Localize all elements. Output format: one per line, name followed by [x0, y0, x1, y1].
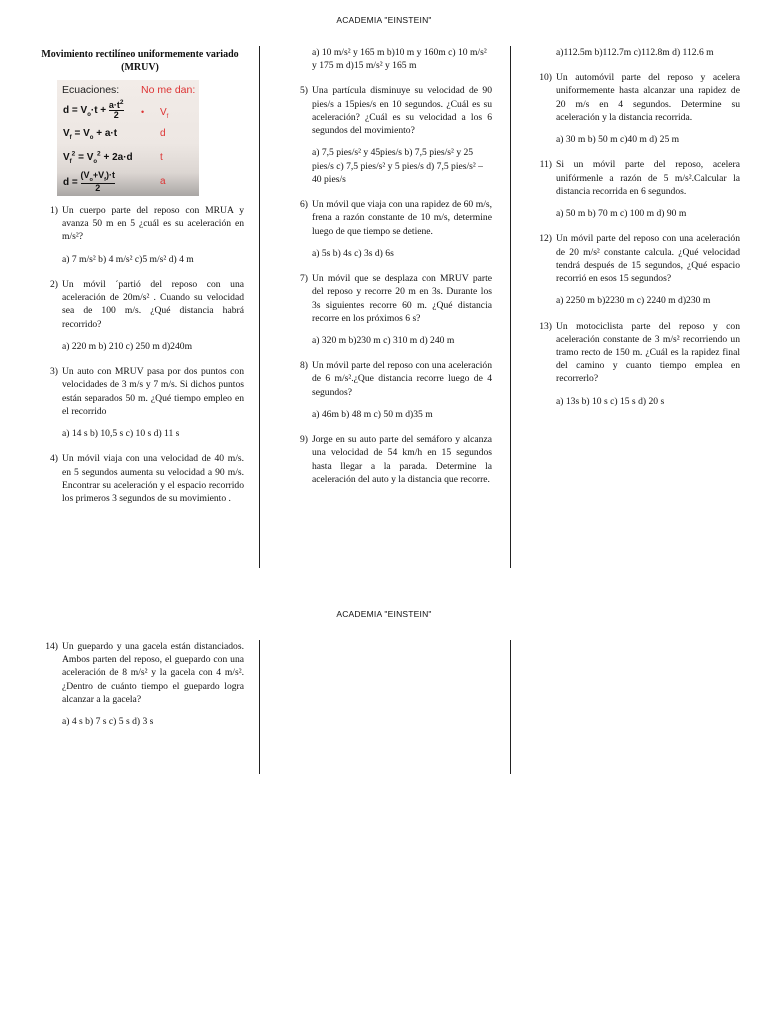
column-1: [36, 46, 244, 505]
answer-options: a) 7,5 pies/s² y 45pies/s b) 7,5 pies/s² y 25 pies/s c) 7,5 pies/s² y 5 pies/s d) 7,5 pies/s² – 40 pies/s: [312, 147, 483, 185]
answer-options: a) 14 s b) 10,5 s c) 10 s d) 11 s: [62, 428, 180, 440]
question-number: 11): [539, 159, 552, 171]
question-4: [36, 452, 244, 505]
question-number: 4): [50, 453, 58, 465]
arrow-icon: •: [141, 107, 145, 117]
question-11: [530, 158, 740, 198]
answer-options: a) 46m b) 48 m c) 50 m d)35 m: [312, 408, 433, 420]
question-number: 14): [45, 641, 58, 652]
question-number: 9): [300, 434, 308, 446]
answer-options: a) 10 m/s² y 165 m b)10 m y 160m c) 10 m/s² y 175 m d)15 m/s² y 165 m: [312, 47, 487, 72]
missing-var-2: d: [160, 128, 166, 139]
question-text: Un móvil que se desplaza con MRUV parte del reposo y recorre 20 m en 3s. Durante los 3s siguientes recorre 60 m. ¿Qué distancia recorre en los próximos 6 s?: [312, 273, 492, 324]
answer-options: a)112.5m b)112.7m c)112.8m d) 112.6 m: [556, 47, 714, 58]
worksheet-title: [36, 48, 244, 74]
answer-options: a) 50 m b) 70 m c) 100 m d) 90 m: [556, 208, 687, 220]
page-header: ACADEMIA "EINSTEIN": [336, 15, 432, 25]
question-text: Jorge en su auto parte del semáforo y alcanza una velocidad de 54 km/h en 15 segundos hasta llegar a la parada. Determine la aceleración del auto y la distancia que recorre.: [312, 434, 492, 485]
column-2: [286, 46, 492, 486]
question-1: [36, 204, 244, 244]
answer-options: a) 2250 m b)2230 m c) 2240 m d)230 m: [556, 295, 711, 307]
question-number: 2): [50, 278, 58, 290]
question-text: Un móvil que viaja con una rapidez de 60 m/s, frena a razón constante de 10 m/s, determine luego de que tiempo se detiene.: [312, 199, 492, 237]
equation-4: d = $\frac{(V_o+V_f)\cdot t}{2}$: [63, 170, 115, 194]
answer-options: a) 5s b) 4s c) 3s d) 6s: [312, 247, 394, 259]
question-number: 8): [300, 360, 308, 372]
question-text: Un guepardo y una gacela están distanciados. Ambos parten del reposo, el guepardo con una aceleración de 8 m/s² y la gacela con 4 m/s².¿Dentro de cuánto tiempo el guepardo logra alcanzar a la gacela?: [62, 641, 244, 705]
column-3: [530, 46, 740, 420]
question-number: 6): [300, 199, 308, 211]
page-header-2: ACADEMIA "EINSTEIN": [336, 609, 432, 619]
question-text: Un móvil viaja con una velocidad de 40 m/s. en 5 segundos aumenta su velocidad a 90 m/s. Encontrar su aceleración y el espacio recorrido los primeros 3 segundos de su movimiento .: [62, 453, 244, 504]
column-divider: [510, 46, 511, 568]
title-line-1: Movimiento rectilíneo uniformemente variado: [41, 49, 239, 60]
question-13: [530, 320, 740, 386]
question-8: [286, 359, 492, 399]
column-1-page-2: [36, 640, 244, 740]
question-text: Un móvil ´partió del reposo con una aceleración de 20m/s² . Cuando su velocidad sea de 100 m/s. ¿Qué distancia habrá recorrido?: [62, 278, 244, 330]
question-number: 3): [50, 366, 58, 378]
question-text: Un móvil parte del reposo con una aceleración de 6 m/s².¿Que distancia recorre luego de 4 segundos?: [312, 360, 492, 398]
answer-options: a) 7 m/s² b) 4 m/s² c)5 m/s² d) 4 m: [62, 253, 194, 265]
question-text: Un móvil parte del reposo con una aceleración de 20 m/s² constante calcula. ¿Qué velocidad tendrá después de 15 segundos, ¿Qué espacio recorrió en esos 15 segundos?: [556, 233, 740, 285]
question-number: 7): [300, 273, 308, 285]
question-text: Un cuerpo parte del reposo con MRUA y avanza 50 m en 5 ¿cuál es su aceleración en m/s²?: [62, 205, 244, 243]
answer-options: a) 13s b) 10 s c) 15 s d) 20 s: [556, 395, 665, 407]
answer-options: a) 30 m b) 50 m c)40 m d) 25 m: [556, 134, 680, 146]
given-heading: No me dan:: [141, 84, 196, 96]
question-14: [36, 640, 244, 706]
equation-3: $V_f^2 = V_o^2 + 2a\cdot d$: [63, 150, 133, 165]
equation-2: $V_f = V_o + a\cdot t$: [63, 128, 118, 141]
question-7: [286, 272, 492, 325]
missing-var-4: a: [160, 176, 166, 187]
question-9: [286, 433, 492, 486]
column-divider: [259, 640, 260, 774]
question-2: [36, 278, 244, 331]
column-divider: [259, 46, 260, 568]
missing-var-1: $V_f$: [160, 107, 169, 120]
question-text: Un auto con MRUV pasa por dos puntos con velocidades de 3 m/s y 7 m/s. Si dichos puntos están separados 50 m. ¿Qué tiempo empleo en el recorrido: [62, 366, 244, 417]
column-divider: [510, 640, 511, 774]
question-number: 13): [539, 320, 552, 332]
question-number: 12): [539, 233, 552, 245]
answer-options: a) 220 m b) 210 c) 250 m d)240m: [62, 340, 193, 352]
question-6: [286, 198, 492, 238]
answer-options: a) 4 s b) 7 s c) 5 s d) 3 s: [62, 716, 154, 728]
equations-heading: Ecuaciones:: [62, 84, 120, 96]
equations-image: [57, 80, 199, 196]
question-number: 10): [539, 72, 552, 84]
answer-options: a) 320 m b)230 m c) 310 m d) 240 m: [312, 334, 455, 346]
question-text: Una partícula disminuye su velocidad de 90 pies/s a 15pies/s en 10 segundos. ¿Cuál es su aceleración? ¿Cuál es su velocidad a los 6 segundos del movimiento?: [312, 85, 492, 137]
question-text: Si un móvil parte del reposo, acelera unifórmenle a razón de 5 m/s².Calcular la distancia recorrida en 6 segundos.: [556, 159, 740, 197]
title-line-2: (MRUV): [121, 62, 159, 73]
missing-var-3: t: [160, 152, 163, 163]
question-text: Un automóvil parte del reposo y acelera uniformemente hasta alcanzar una rapidez de 20 m/s en 4 segundos. Determine su aceleración y la distancia recorrida.: [556, 72, 740, 123]
question-5: [286, 84, 492, 137]
equation-1: $d = V_o\cdot t$ + $\frac{a\cdot t^2}{2}$: [63, 99, 124, 120]
question-3: [36, 365, 244, 418]
question-number: 5): [300, 85, 308, 97]
question-text: Un motociclista parte del reposo y con aceleración constante de 3 m/s² recorriendo un tramo recto de 150 m. ¿Cuál es la rapidez final del camino y cuanto tiempo emplea en recorrerlo?: [556, 320, 740, 385]
question-number: 1): [50, 205, 58, 216]
question-10: [530, 71, 740, 124]
question-12: [530, 232, 740, 285]
